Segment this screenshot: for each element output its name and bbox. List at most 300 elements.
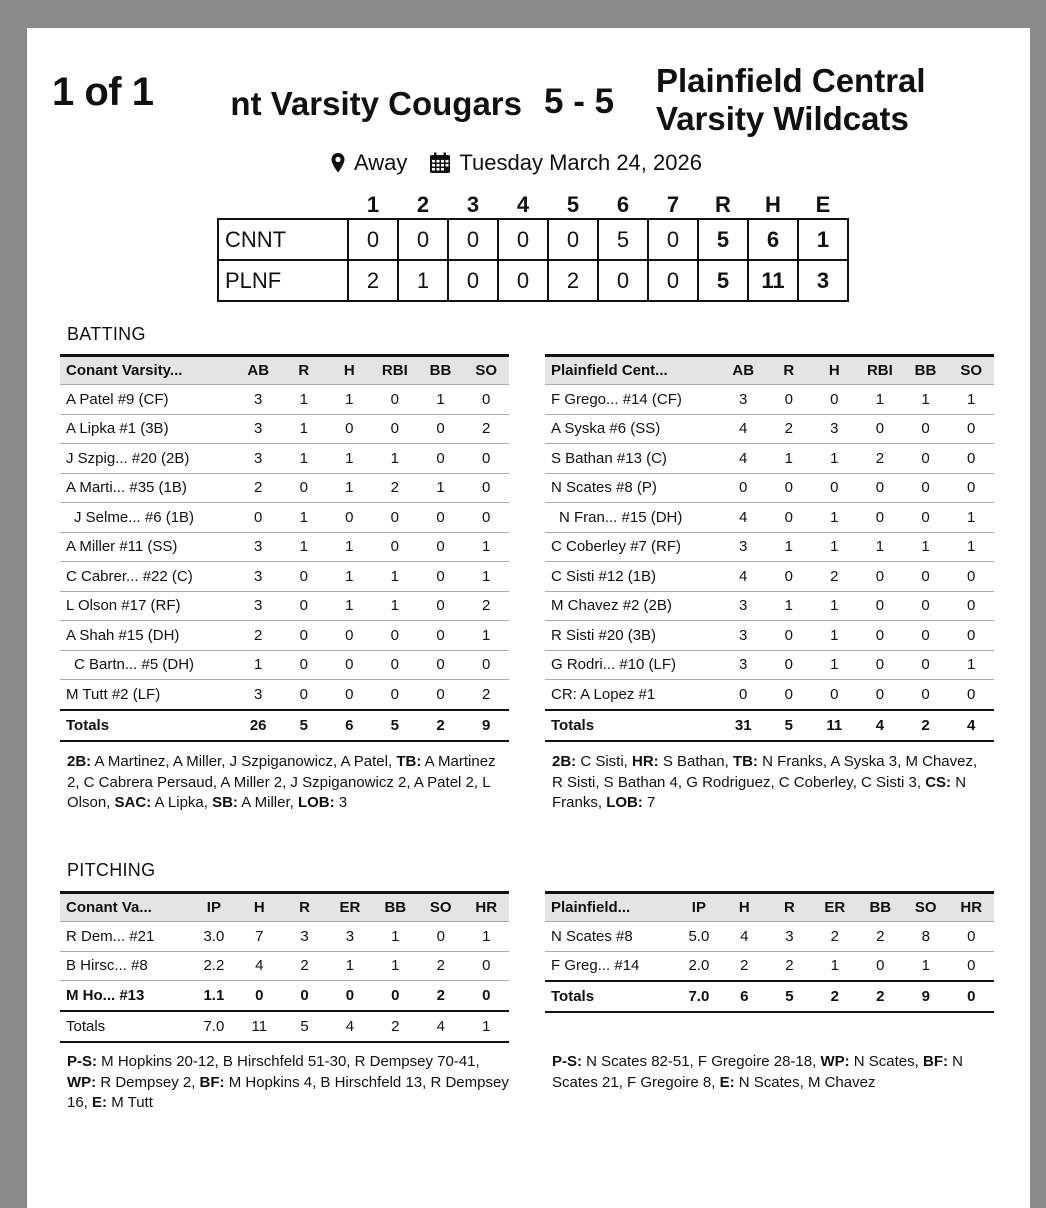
stat-column-header: H [327,356,372,385]
linescore-col-header: 2 [416,192,430,217]
linescore-col-header: R [715,192,731,217]
player-row [60,981,509,1011]
stat-cell: 2 [463,680,509,710]
totals-label: Totals [60,1011,191,1042]
note-value: A Lipka, [151,794,213,811]
stat-cell: 3 [235,562,281,592]
stat-cell: 1 [811,444,857,474]
stat-cell: 2 [463,591,509,621]
totals-row [60,1011,509,1042]
totals-cell: 11 [811,710,857,741]
linescore-cell: 0 [498,219,548,260]
stat-column-header: SO [463,356,509,385]
table-header-row [60,356,509,385]
stat-cell: 1 [811,621,857,651]
stat-cell: 0 [857,473,903,503]
stat-cell: 0 [281,680,326,710]
player-row [60,922,509,952]
table-header-row [545,893,994,922]
player-name: A Patel #9 (CF) [60,385,235,415]
stat-cell: 0 [418,922,463,952]
home-batting-table [545,354,994,742]
player-name: J Szpig... #20 (2B) [60,444,235,474]
totals-cell: 7.0 [676,981,721,1012]
stat-cell: 1 [463,621,509,651]
stat-cell: 1 [903,532,949,562]
stat-cell: 0 [857,414,903,444]
linescore-cell: 1 [798,219,848,260]
stat-cell: 2 [767,951,812,981]
player-name: A Shah #15 (DH) [60,621,235,651]
totals-label: Totals [545,710,720,741]
stat-column-header: SO [418,893,463,922]
stat-cell: 0 [903,591,949,621]
page-indicator: 1 of 1 [52,70,154,114]
stat-column-header: HR [948,893,994,922]
note-value: M Hopkins 20-12, B Hirschfeld 51-30, R Dempsey 70-41, [97,1053,480,1070]
home-batting-notes [552,752,992,814]
stat-cell: 1 [463,562,509,592]
stat-column-header: BB [418,356,464,385]
stat-cell: 2 [235,473,281,503]
stat-column-header: RBI [857,356,903,385]
stat-cell: 1 [903,951,948,981]
stat-cell: 1 [372,444,418,474]
totals-cell: 9 [463,710,509,741]
stat-cell: 3 [235,532,281,562]
note-value: N Franks, A Syska 3, M Chavez, R Sisti, S Bathan 4, G Rodriguez, C Coberley, C Sisti 3, [552,753,978,791]
linescore-cell: 5 [698,260,748,301]
stat-cell: 0 [372,503,418,533]
stat-cell: 0 [903,503,949,533]
stat-column-header: SO [903,893,948,922]
stat-cell: 0 [418,503,464,533]
stat-cell: 0 [372,414,418,444]
player-name: S Bathan #13 (C) [545,444,720,474]
player-name: G Rodri... #10 (LF) [545,650,720,680]
stat-cell: 1 [857,532,903,562]
note-value: S Bathan, [658,753,733,770]
note-key: TB: [396,753,422,770]
linescore-col-header: 1 [366,192,380,217]
player-name: C Bartn... #5 (DH) [60,650,235,680]
stat-cell: 1 [766,591,811,621]
player-row [545,650,994,680]
stat-column-header: AB [235,356,281,385]
linescore-cell: 0 [548,219,598,260]
stat-cell: 0 [281,473,326,503]
player-name: A Lipka #1 (3B) [60,414,235,444]
stat-cell: 3 [235,414,281,444]
totals-cell: 7.0 [191,1011,236,1042]
stat-cell: 5.0 [676,922,721,952]
stat-cell: 0 [857,680,903,710]
stat-cell: 2 [766,414,811,444]
note-key: WP: [67,1073,97,1091]
away-batting-table [60,354,509,742]
table-body [545,922,994,982]
stat-cell: 0 [766,562,811,592]
stat-cell: 1 [373,922,418,952]
stat-cell: 0 [373,981,418,1011]
totals-cell: 5 [281,710,326,741]
batting-section-title: BATTING [67,324,146,344]
player-name: C Cabrer... #22 (C) [60,562,235,592]
stat-cell: 0 [857,621,903,651]
player-row [545,503,994,533]
linescore-row [218,219,848,260]
note-key: LOB: [297,794,335,811]
stat-cell: 0 [281,562,326,592]
stat-column-header: SO [948,356,994,385]
linescore-cell: 0 [648,219,698,260]
stat-cell: 0 [766,621,811,651]
stat-cell: 3 [235,680,281,710]
stat-cell: 0 [463,473,509,503]
stat-column-header: R [766,356,811,385]
note-value: A Martinez 2, C Cabrera Persaud, A Miller 2, J Szpiganowicz 2, A Patel 2, L Olson, [67,753,496,811]
home-pitching-notes [552,1052,992,1093]
stat-cell: 0 [857,650,903,680]
stat-cell: 3 [327,922,372,952]
stat-column-header: H [722,893,767,922]
stat-cell: 0 [418,621,464,651]
stat-cell: 0 [327,621,372,651]
linescore-team-header [218,192,348,219]
stat-cell: 0 [948,922,994,952]
note-value: N Scates, [849,1053,923,1070]
stat-cell: 0 [463,503,509,533]
table-header-row [60,893,509,922]
note-value: N Franks, [552,773,967,811]
stat-cell: 1 [811,532,857,562]
stat-cell: 0 [372,621,418,651]
away-pitching-notes [67,1052,512,1114]
note-value: 3 [334,794,348,811]
stat-cell: 1 [281,414,326,444]
totals-cell: 11 [237,1011,282,1042]
stat-cell: 1 [948,532,994,562]
stat-cell: 0 [766,503,811,533]
stat-cell: 3 [720,621,766,651]
stat-cell: 0 [948,444,994,474]
stat-column-header: ER [327,893,372,922]
stat-cell: 3 [235,444,281,474]
note-value: A Martinez, A Miller, J Szpiganowicz, A Patel, [91,753,397,770]
stat-column-header: BB [858,893,903,922]
team-column-header: Plainfield... [545,893,676,922]
player-name: N Fran... #15 (DH) [545,503,720,533]
stat-cell: 7 [237,922,282,952]
player-name: A Miller #11 (SS) [60,532,235,562]
stat-cell: 2.0 [676,951,721,981]
stat-cell: 0 [237,981,282,1011]
player-row [545,385,994,415]
stat-cell: 0 [372,532,418,562]
totals-label: Totals [60,710,235,741]
stat-cell: 0 [948,562,994,592]
note-key: BF: [199,1073,225,1091]
stat-column-header: R [767,893,812,922]
player-name: M Tutt #2 (LF) [60,680,235,710]
stat-cell: 2 [372,473,418,503]
stat-cell: 2 [282,951,327,981]
stat-cell: 0 [235,503,281,533]
note-key: HR: [632,753,659,770]
note-value: N Scates 21, F Gregoire 8, [552,1053,963,1091]
away-team-name: nt Varsity Cougars [230,85,522,122]
stat-cell: 0 [281,650,326,680]
note-value: A Miller, [237,794,298,811]
stat-cell: 0 [282,981,327,1011]
note-key: TB: [732,753,758,770]
totals-cell: 0 [948,981,994,1012]
stat-cell: 0 [948,680,994,710]
stat-cell: 3 [720,591,766,621]
stat-cell: 0 [418,562,464,592]
stat-cell: 0 [766,680,811,710]
stat-cell: 0 [463,650,509,680]
linescore-col-header: 6 [616,192,630,217]
player-name: A Marti... #35 (1B) [60,473,235,503]
player-name: F Greg... #14 [545,951,676,981]
stat-cell: 0 [372,650,418,680]
stat-cell: 0 [903,444,949,474]
game-date: Tuesday March 24, 2026 [459,150,702,175]
stat-cell: 2 [418,981,463,1011]
stat-cell: 4 [237,951,282,981]
stat-column-header: AB [720,356,766,385]
stat-column-header: IP [676,893,721,922]
stat-column-header: BB [373,893,418,922]
stat-cell: 2 [858,922,903,952]
stat-cell: 0 [418,414,464,444]
player-row [545,951,994,981]
stat-cell: 2 [418,951,463,981]
stat-cell: 0 [903,650,949,680]
stat-cell: 1 [948,503,994,533]
location-pin-icon [330,152,346,174]
totals-cell: 6 [327,710,372,741]
totals-footer [60,710,509,741]
player-name: F Grego... #14 (CF) [545,385,720,415]
player-row [60,503,509,533]
game-score: 5 - 5 [544,82,615,121]
linescore-row [218,260,848,301]
linescore-cell: 0 [398,219,448,260]
stat-cell: 1 [948,385,994,415]
totals-cell: 2 [418,710,464,741]
player-row [545,444,994,474]
note-key: E: [92,1094,108,1111]
stat-cell: 0 [948,951,994,981]
stat-cell: 3 [235,385,281,415]
player-row [545,621,994,651]
stat-column-header: H [237,893,282,922]
stat-cell: 1 [948,650,994,680]
stat-cell: 1 [327,951,372,981]
stat-cell: 1 [418,385,464,415]
stat-cell: 0 [766,473,811,503]
player-row [545,473,994,503]
stat-cell: 1 [766,444,811,474]
stat-cell: 0 [903,680,949,710]
stat-cell: 1 [281,503,326,533]
stat-cell: 0 [463,951,509,981]
table-header [60,893,509,922]
linescore-cell: 2 [548,260,598,301]
player-row [60,444,509,474]
note-key: E: [719,1073,735,1091]
pitching-section-title: PITCHING [67,860,156,880]
totals-cell: 2 [812,981,857,1012]
totals-footer [545,710,994,741]
linescore-col-header: 3 [466,192,480,217]
totals-cell: 2 [858,981,903,1012]
team-column-header: Conant Va... [60,893,191,922]
player-name: C Sisti #12 (1B) [545,562,720,592]
stat-cell: 0 [281,591,326,621]
totals-cell: 4 [857,710,903,741]
stat-cell: 0 [327,414,372,444]
linescore-table [217,192,849,302]
totals-cell: 5 [766,710,811,741]
team-column-header: Plainfield Cent... [545,356,720,385]
stat-column-header: IP [191,893,236,922]
stat-cell: 0 [766,650,811,680]
linescore-header-row [218,192,848,219]
stat-cell: 1 [372,591,418,621]
note-key: CS: [925,773,952,791]
stat-cell: 1 [811,591,857,621]
linescore-cell: 1 [398,260,448,301]
player-name: R Dem... #21 [60,922,191,952]
totals-cell: 5 [282,1011,327,1042]
game-meta [330,150,702,176]
player-name: M Ho... #13 [60,981,191,1011]
stat-cell: 3 [720,385,766,415]
note-key: P-S: [552,1053,582,1070]
stat-cell: 1 [811,650,857,680]
table-header [545,893,994,922]
stat-cell: 3 [282,922,327,952]
away-batting-notes [67,752,512,814]
linescore-cell: 5 [598,219,648,260]
totals-cell: 31 [720,710,766,741]
stat-cell: 2.2 [191,951,236,981]
stat-cell: 0 [720,680,766,710]
totals-row [545,710,994,741]
player-row [545,562,994,592]
stat-cell: 1 [418,473,464,503]
totals-cell: 4 [948,710,994,741]
stat-column-header: HR [463,893,509,922]
note-value: R Dempsey 2, [96,1073,200,1091]
stat-cell: 1 [327,385,372,415]
stat-cell: 1 [812,951,857,981]
note-value: M Hopkins 4, B Hirschfeld 13, R Dempsey 16, [67,1073,509,1111]
stat-column-header: ER [812,893,857,922]
stat-cell: 1 [327,562,372,592]
stat-cell: 0 [418,591,464,621]
stat-cell: 0 [418,650,464,680]
stat-cell: 2 [722,951,767,981]
linescore-cell: 2 [348,260,398,301]
stat-cell: 3 [811,414,857,444]
note-value: N Scates, M Chavez [734,1073,876,1091]
stat-cell: 4 [720,414,766,444]
linescore-cell: 11 [748,260,798,301]
note-value: M Tutt [107,1094,153,1111]
table-header-row [545,356,994,385]
stat-cell: 0 [903,473,949,503]
home-team-name: Plainfield Central Varsity Wildcats [656,62,926,137]
player-row [545,680,994,710]
stat-column-header: RBI [372,356,418,385]
linescore-col-header: 4 [516,192,530,217]
table-body [545,385,994,710]
stat-column-header: R [282,893,327,922]
stat-cell: 1 [281,385,326,415]
linescore-col-header: 7 [666,192,680,217]
linescore-cell: 6 [748,219,798,260]
stat-cell: 8 [903,922,948,952]
totals-cell: 2 [903,710,949,741]
stat-cell: 1 [327,444,372,474]
stat-cell: 0 [281,621,326,651]
table-header [545,356,994,385]
table-body [60,385,509,710]
stat-cell: 0 [720,473,766,503]
stat-cell: 1 [235,650,281,680]
player-row [60,473,509,503]
player-row [545,414,994,444]
linescore-col-header: 5 [566,192,580,217]
stat-cell: 2 [463,414,509,444]
stat-cell: 4 [720,444,766,474]
stat-cell: 0 [372,680,418,710]
stat-cell: 3 [235,591,281,621]
totals-footer [60,1011,509,1042]
player-row [545,922,994,952]
stat-cell: 0 [948,414,994,444]
stat-cell: 1 [463,532,509,562]
player-name: R Sisti #20 (3B) [545,621,720,651]
stat-cell: 1 [811,503,857,533]
stat-cell: 0 [903,562,949,592]
stat-cell: 3 [767,922,812,952]
stat-cell: 3 [720,532,766,562]
table-body [60,922,509,1011]
note-key: WP: [820,1053,850,1070]
stat-cell: 0 [811,473,857,503]
linescore-cell: 0 [498,260,548,301]
stat-cell: 0 [463,981,509,1011]
player-name: L Olson #17 (RF) [60,591,235,621]
totals-cell: 5 [767,981,812,1012]
note-key: BF: [922,1053,948,1070]
stat-cell: 0 [418,532,464,562]
linescore-team: PLNF [218,260,348,301]
note-value: 7 [642,794,656,811]
player-row [60,650,509,680]
stat-cell: 1 [327,473,372,503]
stat-cell: 0 [903,414,949,444]
note-key: 2B: [552,753,577,770]
team-column-header: Conant Varsity... [60,356,235,385]
linescore-col-header: E [815,192,831,217]
stat-cell: 0 [463,385,509,415]
